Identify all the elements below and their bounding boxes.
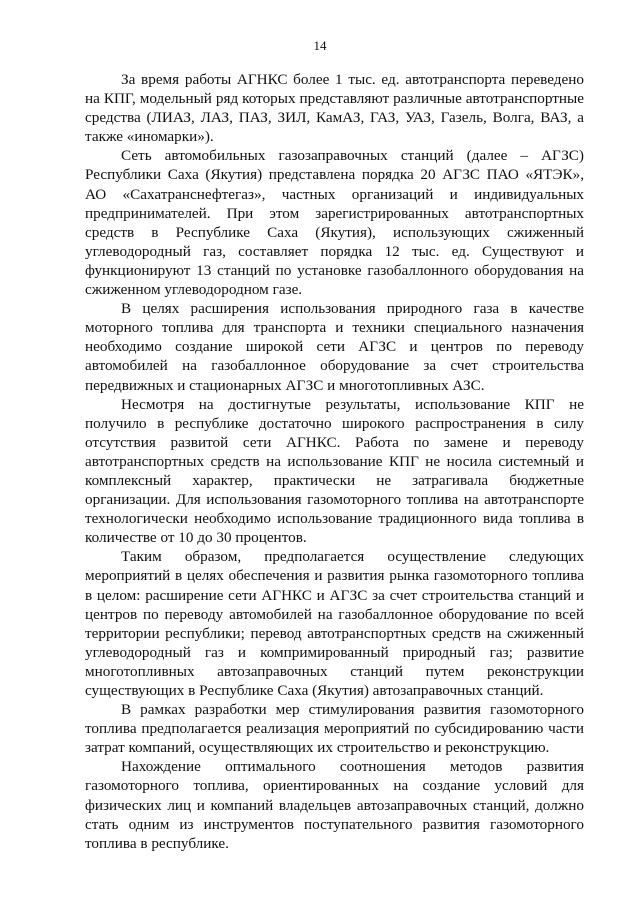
paragraph-natural-gas-expansion: В целях расширения использования природного газа в качестве моторного топлива для транспорта и техники специального назначения необходимо создание широкой сети АГЗС и центров по переводу автомобилей на газобаллонное оборудование за счет строительства передвижных и стационарных АГЗС и многотопливных АЗС.	[85, 300, 584, 394]
paragraph-agnks-vehicles: За время работы АГНКС более 1 тыс. ед. автотранспорта переведено на КПГ, модельный ряд которых представляют различные автотранспортные средства (ЛИАЗ, ЛАЗ, ПАЗ, ЗИЛ, КамАЗ, ГАЗ, УАЗ, Газель, Волга, ВАЗ, а также «иномарки»).	[85, 71, 584, 146]
document-body	[85, 70, 584, 853]
paragraph-planned-measures: Таким образом, предполагается осуществление следующих мероприятий в целях обеспечения и развития рынка газомоторного топлива в целом: расширение сети АГНКС и АГЗС за счет строительства станций и центров по переводу автомобилей на газобаллонное оборудование по всей территории республики; перевод автотранспортных средств на сжиженный углеводородный газ и компримированный природный газ; развитие многотопливных автозаправочных станций путем реконструкции существующих в Республике Саха (Якутия) автозаправочных станций.	[85, 548, 584, 699]
page-number: 14	[313, 38, 327, 53]
paragraph-agzs-network: Сеть автомобильных газозаправочных станций (далее – АГЗС) Республики Саха (Якутия) представлена порядка 20 АГЗС ПАО «ЯТЭК», АО «Сахатранснефтегаз», частных организаций и индивидуальных предпринимателей. При этом зарегистрированных автотранспортных средств в Республике Саха (Якутия), использующих сжиженный углеводородный газ, составляет порядка 12 тыс. ед. Существуют и функционируют 13 станций по установке газобаллонного оборудования на сжиженном углеводородном газе.	[85, 147, 584, 299]
paragraph-stimulus-measures: В рамках разработки мер стимулирования развития газомоторного топлива предполагается реализация мероприятий по субсидированию части затрат компаний, осуществляющих их строительство и реконструкцию.	[85, 701, 584, 757]
paragraph-optimal-balance: Нахождение оптимального соотношения методов развития газомоторного топлива, ориентированных на создание условий для физических лиц и компаний владельцев автозаправочных станций, должно стать одним из инструментов поступательного развития газомоторного топлива в республике.	[85, 758, 584, 852]
paragraph-kpg-results: Несмотря на достигнутые результаты, использование КПГ не получило в республике достаточно широкого распространения в силу отсутствия развитой сети АГНКС. Работа по замене и переводу автотранспортных средств на использование КПГ не носила системный и комплексный характер, практически не затрагивала бюджетные организации. Для использования газомоторного топлива на автотранспорте технологически необходимо использование традиционного вида топлива в количестве от 10 до 30 процентов.	[85, 395, 584, 547]
